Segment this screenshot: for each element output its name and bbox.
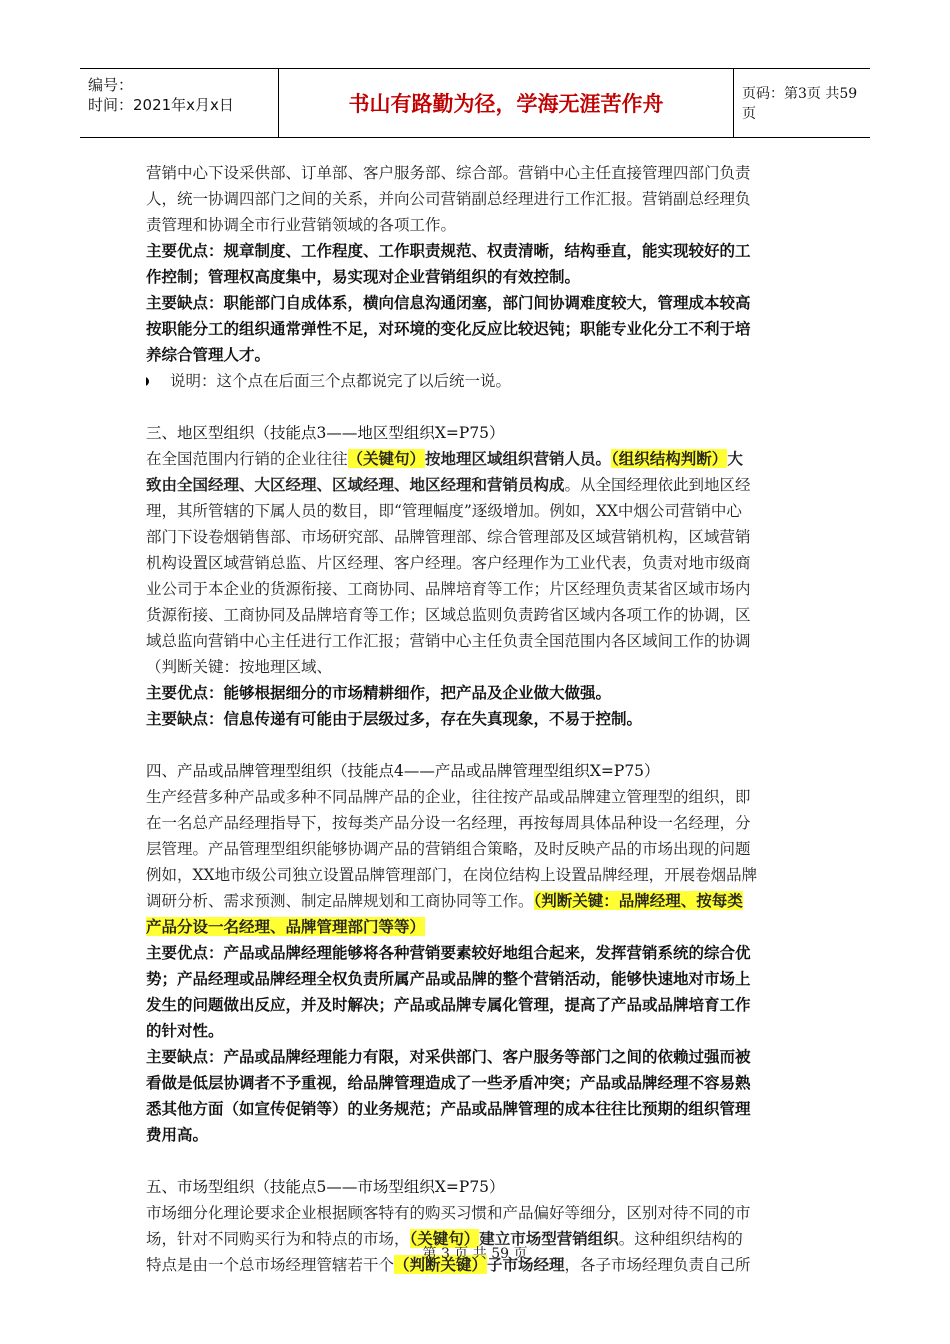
page-header [80, 68, 870, 138]
advantages-line: 势；产品经理或品牌经理全权负责所属产品或品牌的整个营销活动，能够快速地对市场上 [146, 969, 751, 988]
page-footer: 第 3 页 共 59 页 [422, 1246, 528, 1262]
text-line: （判断关键：按地理区域、 [146, 658, 333, 676]
highlight: （组织结构判断） [611, 449, 728, 468]
text-run: 子市场经理 [487, 1255, 565, 1274]
disadvantages-line: 主要缺点：职能部门自成体系，横向信息沟通闭塞，部门间协调难度较大，管理成本较高 [146, 293, 751, 312]
text-run: 建立市场型营销组织 [479, 1229, 619, 1248]
text-line: 理，其所管辖的下属人员的数目，即“管理幅度”逐级增加。例如，XX中烟公司营销中心 [146, 502, 742, 520]
text-run: 大 [727, 449, 743, 468]
section-heading: 三、地区型组织（技能点3——地区型组织X=P75） [146, 424, 505, 442]
text-run: 在全国范围内行销的企业往往 [146, 450, 348, 468]
text-run: ，各子市场经理负责自己所 [564, 1256, 751, 1274]
section-heading: 五、市场型组织（技能点5——市场型组织X=P75） [146, 1178, 505, 1196]
section-heading: 四、产品或品牌管理型组织（技能点4——产品或品牌管理型组织X=P75） [146, 762, 660, 780]
text-line [146, 472, 806, 498]
text-line: 市场细分化理论要求企业根据顾客特有的购买习惯和产品偏好等细分，区别对待不同的市 [146, 1204, 751, 1222]
text-line: 责管理和协调全市行业营销领域的各项工作。 [146, 216, 457, 234]
document-body [146, 160, 806, 1278]
header-motto: 书山有路勤为径，学海无涯苦作舟 [278, 69, 734, 137]
text-line: 货源衔接、工商协同及品牌培育等工作；区域总监则负责跨省区域内各项工作的协调，区 [146, 606, 751, 624]
text-run: 。从全国经理依此到地区经 [564, 476, 751, 494]
text-line: 例如，XX地市级公司独立设置品牌管理部门，在岗位结构上设置品牌经理，开展卷烟品牌 [146, 866, 758, 884]
header-meta [80, 69, 278, 137]
text-line: 机构设置区域营销总监、片区经理、客户经理。客户经理作为工业代表，负责对地市级商 [146, 554, 751, 572]
disadvantages-line: 悉其他方面（如宣传促销等）的业务规范；产品或品牌管理的成本往往比预期的组织管理 [146, 1099, 751, 1118]
highlight: （判断关键） [394, 1255, 488, 1274]
text-line [146, 446, 806, 472]
highlight: （判断关键：品牌经理、按每类 [533, 891, 743, 910]
text-line: 层管理。产品管理型组织能够协调产品的营销组合策略，及时反映产品的市场出现的问题 [146, 840, 751, 858]
text-line: 营销中心下设采供部、订单部、客户服务部、综合部。营销中心主任直接管理四部门负责 [146, 164, 751, 182]
text-line: 域总监向营销中心主任进行工作汇报；营销中心主任负责全国范围内各区域间工作的协调 [146, 632, 751, 650]
advantages-line: 作控制；管理权高度集中，易实现对企业营销组织的有效控制。 [146, 267, 581, 286]
text-run: 按地理区域组织营销人员。 [425, 449, 612, 468]
number-label: 编号： [88, 76, 134, 94]
text-line [146, 888, 806, 914]
advantages-line: 发生的问题做出反应，并及时解决；产品或品牌专属化管理，提高了产品或品牌培育工作 [146, 995, 751, 1014]
spacer [146, 394, 806, 420]
advantages-line: 主要优点：规章制度、工作程度、工作职责规范、权责清晰，结构垂直，能实现较好的工 [146, 241, 751, 260]
disadvantages-line: 主要缺点：信息传递有可能由于层级过多，存在失真现象，不易于控制。 [146, 709, 643, 728]
disadvantages-line: 主要缺点：产品或品牌经理能力有限，对采供部门、客户服务等部门之间的依赖过强而被 [146, 1047, 751, 1066]
text-line: 业公司于本企业的货源衔接、工商协同、品牌培育等工作；片区经理负责某省区域市场内 [146, 580, 751, 598]
note-bullet [146, 368, 806, 394]
disadvantages-line: 按职能分工的组织通常弹性不足，对环境的变化反应比较迟钝；职能专业化分工不利于培 [146, 319, 751, 338]
text-run: 。这种组织结构的 [618, 1230, 743, 1248]
highlight: （关键句） [347, 449, 426, 468]
text-run: 调研分析、需求预测、制定品牌规划和工商协同等工作。 [146, 892, 534, 910]
bullet-icon [146, 377, 149, 386]
spacer [146, 1148, 806, 1174]
text-run: 场，针对不同购买行为和特点的市场， [146, 1230, 410, 1248]
advantages-line: 的针对性。 [146, 1021, 224, 1040]
advantages-line: 主要优点：产品或品牌经理能够将各种营销要素较好地组合起来，发挥营销系统的综合优 [146, 943, 751, 962]
note-text: 说明：这个点在后面三个点都说完了以后统一说。 [170, 372, 512, 390]
text-line: 部门下设卷烟销售部、市场研究部、品牌管理部、综合管理部及区域营销机构，区域营销 [146, 528, 751, 546]
text-line: 人，统一协调四部门之间的关系，并向公司营销副总经理进行工作汇报。营销副总经理负 [146, 190, 751, 208]
disadvantages-line: 养综合管理人才。 [146, 345, 271, 364]
advantages-line: 主要优点：能够根据细分的市场精耕细作，把产品及企业做大做强。 [146, 683, 612, 702]
spacer [146, 732, 806, 758]
header-page-info: 页码：第3页 共59页 [742, 86, 858, 122]
date-label: 时间：2021年x月x日 [88, 96, 234, 114]
text-run: 特点是由一个总市场经理管辖若干个 [146, 1256, 395, 1274]
text-line: 生产经营多种产品或多种不同品牌产品的企业，往往按产品或品牌建立管理型的组织，即 [146, 788, 751, 806]
text-run: 致由全国经理、大区经理、区域经理、地区经理和营销员构成 [146, 475, 565, 494]
text-line [146, 914, 806, 940]
disadvantages-line: 看做是低层协调者不予重视，给品牌管理造成了一些矛盾冲突；产品或品牌经理不容易熟 [146, 1073, 751, 1092]
highlight: 产品分设一名经理、品牌管理部门等等） [146, 917, 426, 936]
highlight: （关键句） [409, 1229, 480, 1248]
disadvantages-line: 费用高。 [146, 1125, 209, 1144]
text-line: 在一名总产品经理指导下，按每类产品分设一名经理，再按每周具体品种设一名经理，分 [146, 814, 751, 832]
